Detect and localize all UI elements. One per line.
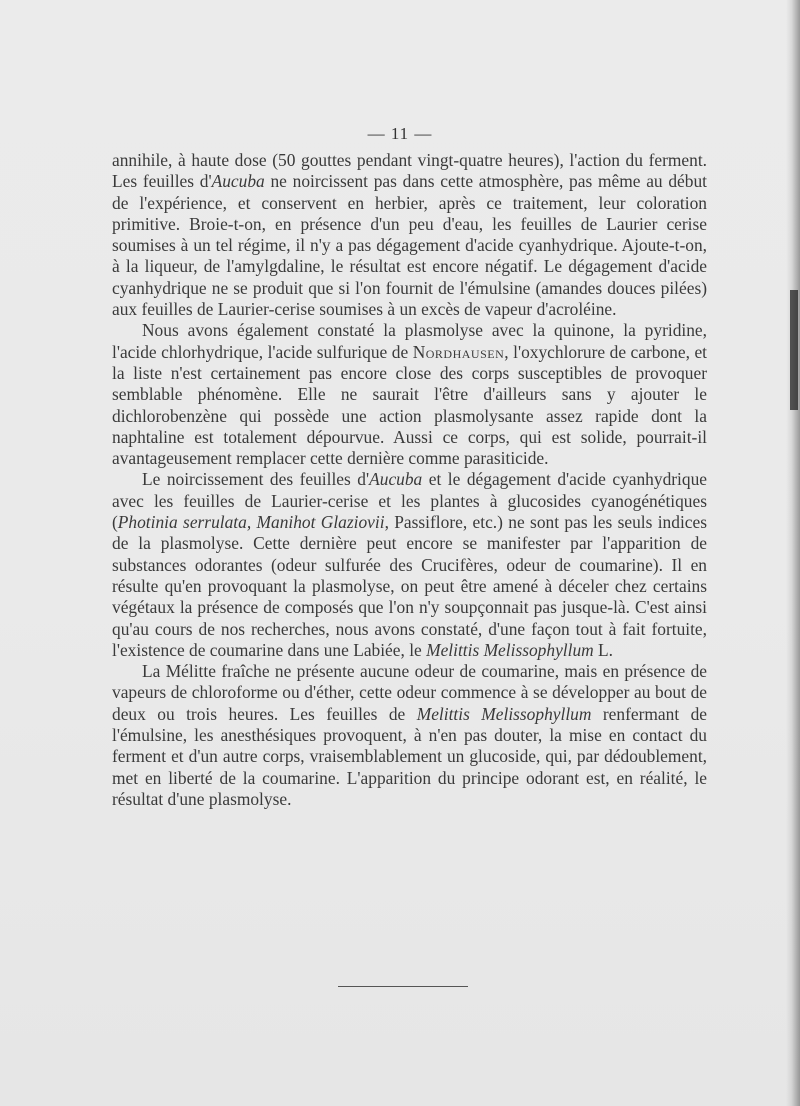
text-segment: , l'oxychlorure de carbone, et la liste n'est certainement pas encore close des corps susceptibles de provoquer semblable phénomène. Elle ne saurait l'être d'ailleurs sans y ajouter le dichlorobenzène qui possède une action plasmolysante assez rapide dont la naphtaline est totalement dépourvue. Aussi ce corps, qui est solide, pourrait-il avantageusement remplacer cette dernière comme parasiticide. bbox=[112, 341, 707, 469]
text-segment: Le noircissement des feuilles d' bbox=[142, 469, 370, 490]
italic-term: Melittis Melissophyllum bbox=[416, 703, 592, 724]
scan-edge-mark bbox=[790, 290, 798, 410]
text-segment: L. bbox=[593, 639, 614, 660]
text-segment: renfermant de l'émulsine, les anesthésiques provoquent, à n'en pas douter, la mise en contact du ferment et d'un autre corps, vraisemblablement un glucoside, qui, par dédoublement, met en liberté de la coumarine. L'apparition du principe odorant est, en réalité, le résultat d'une plasmolyse. bbox=[112, 703, 708, 809]
body-text bbox=[112, 150, 707, 810]
page-edge-shadow bbox=[786, 0, 800, 1106]
italic-term: Aucuba bbox=[211, 171, 265, 192]
paragraph-2 bbox=[112, 320, 707, 469]
text-segment: Nous avons également constaté la plasmolyse avec la quinone, la pyridine, l'acide chlorhydrique, l'acide sulfurique de bbox=[112, 320, 707, 362]
paragraph-4 bbox=[112, 661, 707, 810]
italic-term: Aucuba bbox=[369, 469, 423, 490]
end-rule bbox=[338, 986, 468, 987]
text-segment: et le dégagement d'acide cyanhydrique avec les feuilles de Laurier-cerise et les plantes à glucosides cyanogénétiques ( bbox=[112, 469, 708, 533]
text-segment: , Passiflore, etc.) ne sont pas les seuls indices de la plasmolyse. Cette dernière peut encore se manifester par l'apparition de substances odorantes (odeur sulfurée des Crucifères, odeur de coumarine). Il en résulte qu'en provoquant la plasmolyse, on peut être amené à déceler chez certains végétaux la présence de composés que l'on n'y soupçonnait pas jusque-là. C'est ainsi qu'au cours de nos recherches, nous avons constaté, d'une façon tout à fait fortuite, l'existence de coumarine dans une Labiée, le bbox=[112, 512, 707, 660]
text-segment: ne noircissent pas dans cette atmosphère, pas même au début de l'expérience, et conservent en herbier, après ce traitement, leur coloration primitive. Broie-t-on, en présence d'un peu d'eau, les feuilles de Laurier cerise soumises à un tel régime, il n'y a pas dégagement d'acide cyanhydrique. Ajoute-t-on, à la liqueur, de l'amylgdaline, le résultat est encore négatif. Le dégagement d'acide cyanhydrique ne se produit que si l'on fournit de l'émulsine (amandes douces pilées) aux feuilles de Laurier-cerise soumises à un excès de vapeur d'acroléine. bbox=[112, 171, 707, 320]
paragraph-1 bbox=[112, 150, 707, 320]
smallcaps-term: Nordhausen bbox=[412, 341, 505, 362]
text-segment: La Mélitte fraîche ne présente aucune odeur de coumarine, mais en présence de vapeurs de chloroforme ou d'éther, cette odeur commence à se développer au bout de deux ou trois heures. Les feuilles de bbox=[112, 661, 707, 724]
italic-term: Photinia serrulata, Manihot Glaziovii bbox=[117, 512, 385, 533]
text-segment: annihile, à haute dose (50 gouttes pendant vingt-quatre heures), l'action du ferment. Les feuilles d' bbox=[112, 150, 707, 192]
page-number: — 11 — bbox=[367, 124, 433, 143]
italic-term: Melittis Melissophyllum bbox=[426, 639, 594, 660]
paragraph-3 bbox=[112, 469, 707, 661]
